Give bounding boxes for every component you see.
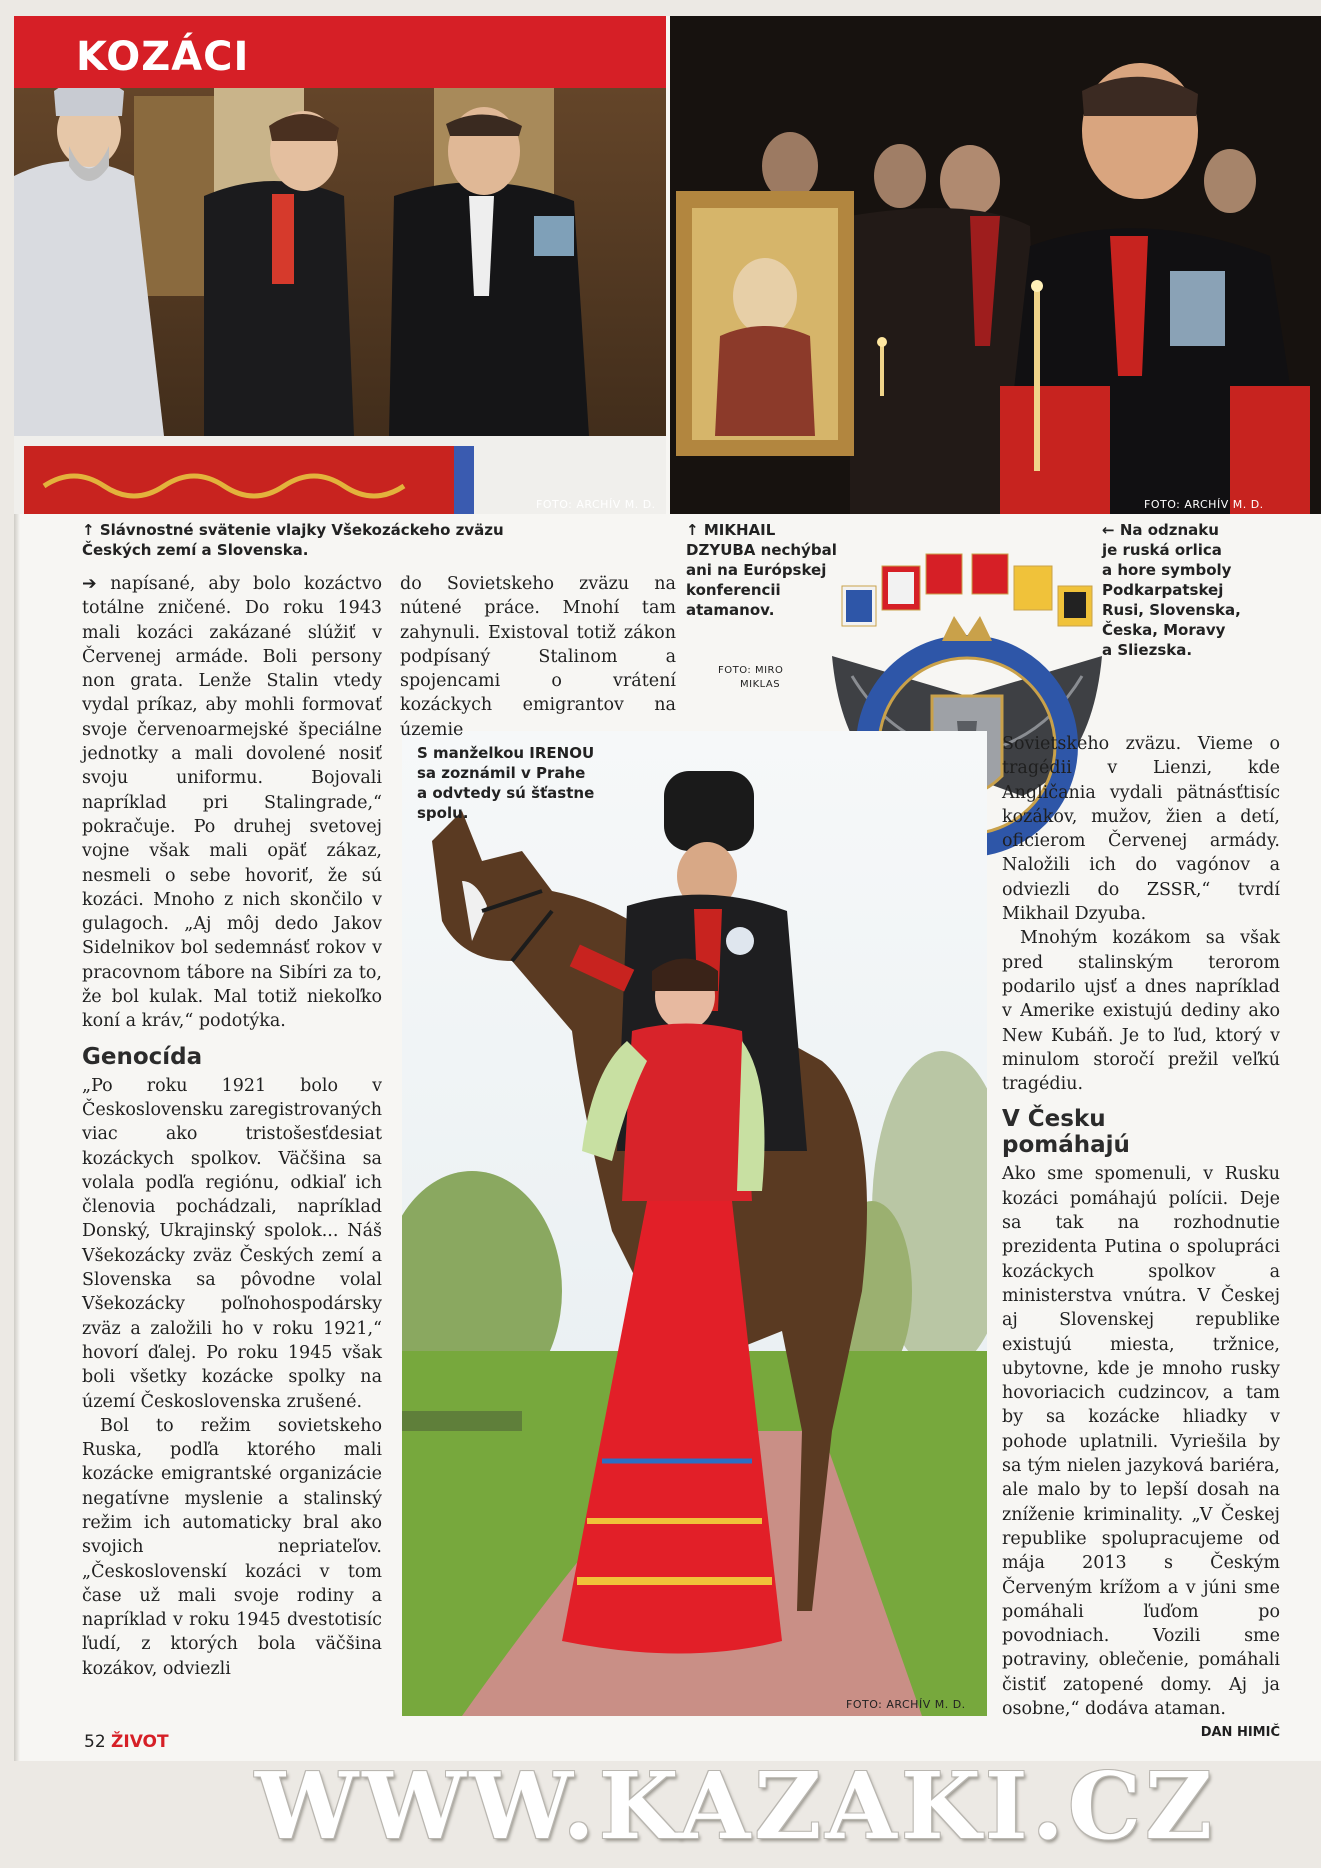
photo-flag-consecration <box>14 16 666 514</box>
article-column-1 <box>82 572 382 1681</box>
arrow-up-icon: ↑ <box>82 521 95 539</box>
caption-badge: ← Na odznaku je ruská orlica a hore symboly Podkarpatskej Rusi, Slovenska, Česka, Moravy a Sliezska. <box>1102 521 1241 659</box>
article-paragraph: „Po roku 1921 bolo v Československu zaregistrovaných viac ako tristošesťdesiat kozáckych spolkov. Väčšina sa volala podľa regiónu, odkiaľ ich členovia pochádzali, napríklad Donský, Ukrajinský spolok... Náš Všekozácky zväz Českých zemí a Slovenska sa pôvodne volal Všekozácky poľnohospodársky zväz a založili ho v roku 1921,“ hovorí ďalej. Po roku 1945 však boli všetky kozácke spolky na území Československa zrušené. <box>82 1075 382 1412</box>
arrow-left-icon: ← <box>1102 521 1115 539</box>
arrow-right-icon: ➔ <box>82 574 111 594</box>
article-paragraph: ➔ napísané, aby bolo kozáctvo totálne zničené. Do roku 1943 mali kozáci zakázané slúžiť v Červenej armáde. Boli persony non grata. Lenže Stalin vtedy vydal príkaz, aby mohli formovať svoje červenoarmejské špeciálne jednotky a mali dovolené nosiť svoju uniformu. Bojovali napríklad pri Stalingrade,“ pokračuje. Po druhej svetovej vojne však mali opäť zákaz, nesmeli o sebe hovoriť, že sú kozáci. Mnoho z nich skončilo v gulagoch. „Aj môj dedo Jakov Sidelnikov bol sedemnásť rokov v pracovnom tábore na Sibíri za to, že bol kulak. Mal totiž niekoľko koní a kráv,“ podotýka. <box>82 574 382 1032</box>
magazine-name: ŽIVOT <box>111 1732 169 1752</box>
magazine-page <box>14 16 1321 1761</box>
watermark: WWW.KAZAKI.CZ <box>255 1752 1217 1860</box>
photo-credit: FOTO: ARCHÍV M. D. <box>1144 498 1264 511</box>
arrow-up-icon: ↑ <box>686 521 699 539</box>
article-paragraph: Mnohým kozákom sa však pred stalinským terorom podarilo ujsť a dnes napríklad v Amerike existujú dediny ako New Kubáň. Je to ľud, ktorý v minulom storočí prežil veľkú tragédiu. <box>1002 928 1280 1095</box>
subheading-v-cesku: V Česku pomáhajú <box>1002 1106 1130 1159</box>
photo-credit: FOTO: MIRO MIKLAS <box>718 665 784 690</box>
article-paragraph: do Sovietskeho zväzu na nútené práce. Mnohí tam zahynuli. Existoval totiž zákon podpísaný Stalinom a spojencami o vrátení kozáckych emigrantov na územie <box>400 574 676 740</box>
article-column-3 <box>1002 732 1280 1746</box>
page-folio <box>84 1732 169 1752</box>
page-number: 52 <box>84 1732 106 1752</box>
article-paragraph: Bol to režim sovietskeho Ruska, podľa ktorého mali kozácke emigrantské organizácie negatívne myslenie a stalinský režim ich automaticky bral ako svojich nepriateľov. „Československí kozáci v tom čase už mali svoje rodiny a napríklad v roku 1945 dvestotisíc ľudí, z ktorých bola väčšina kozákov, odviezli <box>82 1415 382 1679</box>
section-title: KOZÁCI <box>76 34 250 80</box>
subheading-genocida: Genocída <box>82 1043 203 1070</box>
article-column-2 <box>400 572 676 742</box>
photo-candle-ceremony <box>670 16 1321 514</box>
caption-flag: ↑ Slávnostné svätenie vlajky Všekozáckeho zväzu Českých zemí a Slovenska. <box>82 521 504 559</box>
photo-credit: FOTO: ARCHÍV M. D. <box>846 1698 966 1711</box>
article-paragraph: Ako sme spomenuli, v Rusku kozáci pomáhajú polícii. Deje sa tak na rozhodnutie prezidenta Putina o spolupráci kozáckych spolkov a ministerstva vnútra. V Českej aj Slovenskej republike existujú miesta, tržnice, ubytovne, kde je mnoho rusky hovoriacich cudzincov, a tam by sa kozácke hliadky v pohode uplatnili. Vyriešila by sa tým nielen jazyková bariéra, ale malo by to lepší dosah na zníženie kriminality. „V Českej republike spolupracujeme od mája 2013 s Českým Červeným krížom a v júni sme pomáhali ľuďom po povodniach. Vozili sme potraviny, oblečenie, pomáhali čistiť zatopené domy. Aj ja osobne,“ dodáva ataman. <box>1002 1164 1280 1719</box>
author-byline: DAN HIMIČ <box>1200 1725 1280 1741</box>
photo-couple-with-horse <box>402 731 987 1716</box>
photo-credit: FOTO: ARCHÍV M. D. <box>536 498 656 511</box>
article-paragraph: Sovietskeho zväzu. Vieme o tragédii v Lienzi, kde Angličania vydali pätnásťtisíc kozákov, mužov, žien a detí, oficierom Červenej armády. Naložili ich do vagónov a odviezli do ZSSR,“ tvrdí Mikhail Dzyuba. <box>1002 734 1280 925</box>
caption-dzyuba: ↑ MIKHAIL DZYUBA nechýbal ani na Európskej konferencii atamanov. <box>686 521 837 619</box>
caption-couple: S manželkou IRENOU sa zoznámil v Prahe a odvtedy sú šťastne spolu. <box>417 744 595 822</box>
